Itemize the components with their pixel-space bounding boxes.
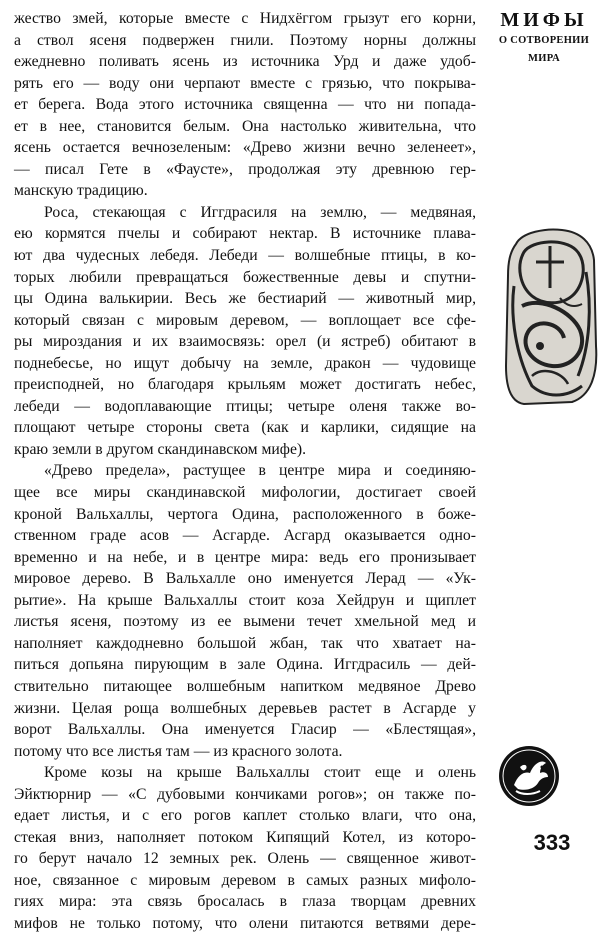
text-line: листья ясеня, поэтому из ее вымени течет хмельной мед и bbox=[14, 613, 476, 631]
text-line: мировое дерево. В Вальхалле оно именуется Лерад — «Ук- bbox=[14, 570, 476, 588]
section-subtitle: МИРА bbox=[528, 53, 560, 64]
paragraph-3 bbox=[14, 460, 476, 762]
text-line: временно и на небе, и в центре мира: ведь его пронизывает bbox=[14, 548, 476, 566]
text-line: ют два чудесных лебедя. Лебеди — волшебные птицы, в ко- bbox=[14, 247, 476, 265]
page-number: 333 bbox=[533, 830, 571, 855]
text-line: стекая вниз, наполняет потоком Кипящий Котел, из которо- bbox=[14, 828, 476, 846]
text-line: рять его — воду они черпают вместе с грязью, что покрыва- bbox=[14, 74, 476, 92]
text-line: «Древо предела», растущее в центре мира и соединяю- bbox=[44, 462, 476, 480]
text-line: ет в нее, становится белым. Она настолько живительна, что bbox=[14, 117, 476, 135]
text-line: преисподней, но благодаря крыльям может достигать небес, bbox=[14, 376, 476, 394]
text-line: ственном граде асов — Асгарде. Асгард оказывается одно- bbox=[14, 527, 476, 545]
text-line: ворот Вальхаллы. Она именуется Гласир — «Блестящая», bbox=[14, 721, 476, 739]
paragraph-1 bbox=[14, 8, 476, 202]
text-line: Кроме козы на крыше Вальхаллы стоит еще и олень bbox=[44, 764, 476, 782]
text-line: рытие». На крыше Вальхаллы стоит коза Хейдрун и щиплет bbox=[14, 591, 476, 609]
text-line: ет берега. Вода этого источника священна — что ни попада- bbox=[14, 96, 476, 114]
text-line: потому что все листья там — из красного золота. bbox=[14, 742, 343, 760]
text-line: а ствол ясеня подвержен гнили. Поэтому норны должны bbox=[14, 31, 476, 49]
section-subtitle: О СОТВОРЕНИИ bbox=[498, 35, 590, 46]
paragraph-4 bbox=[14, 762, 476, 934]
text-line: ры мироздания и их взаимосвязь: орел (и ястреб) обитают в bbox=[14, 333, 476, 351]
text-line: который связан с мировым деревом, — воплощает все сфе- bbox=[14, 311, 476, 329]
dragon-emblem bbox=[498, 745, 560, 807]
text-line: щее все миры скандинавской мифологии, достигает своей bbox=[14, 484, 476, 502]
text-line: кроной Вальхаллы, чертога Одина, расположенного в боже- bbox=[14, 505, 476, 523]
running-header bbox=[490, 8, 598, 68]
text-line: едает листья, и с его рогов каплет столько влаги, что она, bbox=[14, 807, 476, 825]
paragraph-2 bbox=[14, 202, 476, 461]
text-line: лебеди — водоплавающие птицы; четыре оленя также во- bbox=[14, 397, 476, 415]
text-line: ясень остается вечнозеленым: «Древо жизни вечно зеленеет», bbox=[14, 139, 476, 157]
text-line: жество змей, которые вместе с Нидхёггом грызут его корни, bbox=[14, 10, 476, 27]
text-line: торых любили превращаться божественные девы и спутни- bbox=[14, 268, 476, 286]
text-line: Эйктюрнир — «С дубовыми кончиками рогов»; он также по- bbox=[14, 785, 476, 803]
text-line: Роса, стекающая с Иггдрасиля на землю, — медвяная, bbox=[44, 203, 476, 221]
text-line: цы Одина валькирии. Весь же бестиарий — животный мир, bbox=[14, 290, 476, 308]
text-line: мифов не только потому, что олени питаются ветвями дере- bbox=[14, 914, 476, 932]
text-line: го берут начало 12 земных рек. Олень — священное живот- bbox=[14, 850, 476, 868]
text-line: краю земли в другом скандинавском мифе). bbox=[14, 440, 307, 458]
section-title: МИФЫ bbox=[500, 9, 588, 31]
main-text-column bbox=[14, 8, 476, 935]
text-line: ею кормятся пчелы и собирают нектар. В источнике плава- bbox=[14, 225, 476, 243]
text-line: — писал Гете в «Фаусте», продолжая эту древнюю гер- bbox=[14, 160, 476, 178]
runestone-illustration bbox=[502, 226, 598, 406]
text-line: наполняет каждодневно большой жбан, так что хватает на- bbox=[14, 634, 476, 652]
text-line: манскую традицию. bbox=[14, 182, 148, 200]
text-line: ствительно питающее волшебным напитком медвяное Древо bbox=[14, 677, 476, 695]
text-line: жизни. Целая роща волшебных деревьев растет в Асгарде у bbox=[14, 699, 476, 717]
text-line: ное, связанное с мировым деревом в самых разных мифоло- bbox=[14, 871, 476, 889]
text-line: площают четыре стороны света (как и карлики, сидящие на bbox=[14, 419, 476, 437]
text-line: ежедневно поливать ясень из источника Урд и даже удоб- bbox=[14, 53, 476, 71]
text-line: поднебесье, но ищут добычу на земле, дракон — чудовище bbox=[14, 354, 476, 372]
text-line: гиях мира: эта связь бросалась в глаза творцам древних bbox=[14, 893, 476, 911]
text-line: питься допьяна пирующим в зале Одина. Иггдрасиль — дей- bbox=[14, 656, 476, 674]
